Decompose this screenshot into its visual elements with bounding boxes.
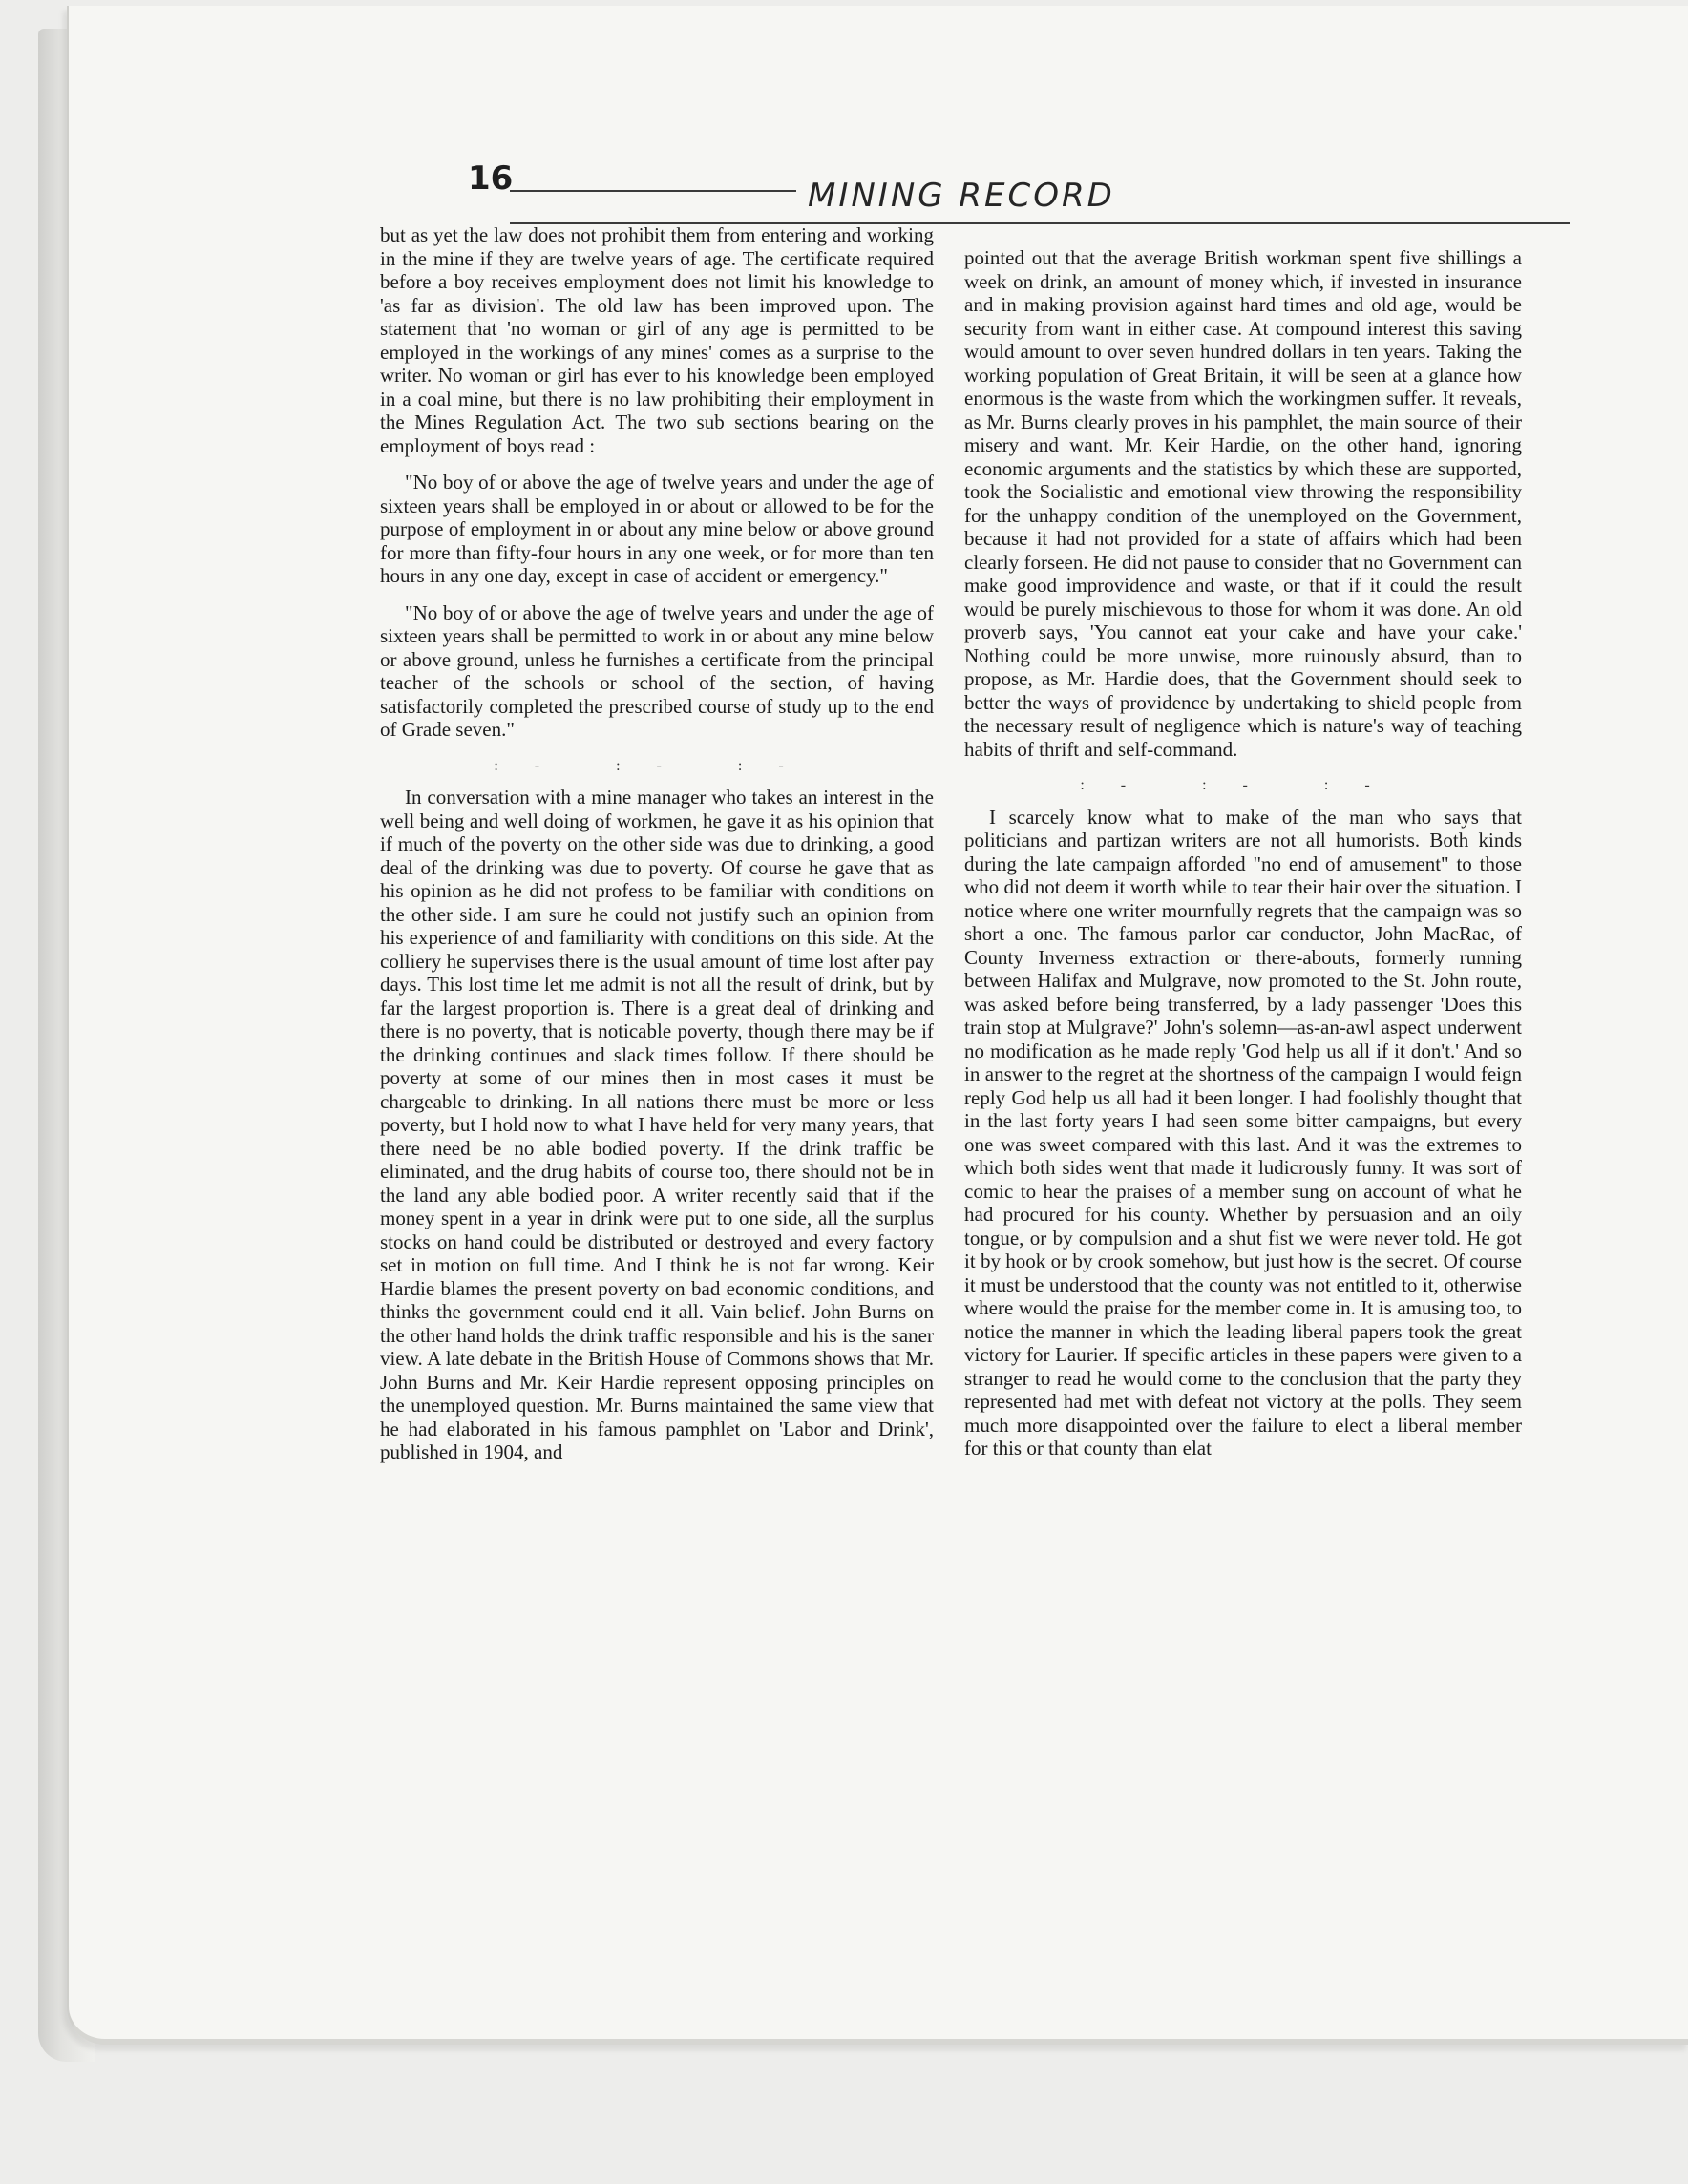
left-column [380, 223, 934, 1464]
right-column [964, 246, 1522, 1460]
running-title: MINING RECORD [808, 177, 1115, 215]
section-separator-left: :- :- :- [494, 757, 820, 774]
paragraph-right-campaign: I scarcely know what to make of the man who says that politicians and partizan writers are not all humorists. Both kinds during the late campaign afforded "no end of amusement" to those who did not deem it worth while to tear their hair over the situation. I notice where one writer mournfully regrets that the campaign was so short a one. The famous parlor car conductor, John MacRae, of County Inverness extraction or there-abouts, formerly running between Halifax and Mulgrave, now promoted to the St. John route, was asked before being transferred, by a lady passenger 'Does this train stop at Mulgrave?' John's solemn—as-an-awl aspect underwent no modification as he made reply 'God help us all if it don't.' And so in answer to the regret at the shortness of the campaign I would feign reply God help us all had it been longer. I had foolishly thought that in the last forty years I had seen some bitter campaigns, but every one was sweet compared with this last. And it was the extremes to which both sides went that made it ludicrously funny. It was sort of comic to hear the praises of a member sung on account of what he had procured for his county. Whether by persuasion and an oily tongue, or by compulsion and a shut fist we were never told. He got it by hook or by crook somehow, but just how is the secret. Of course it must be understood that the county was not entitled to it, otherwise where would the praise for the member come in. It is amusing too, to notice the manner in which the leading liberal papers took the great victory for Laurier. If specific articles in these papers were given to a stranger to read he would come to the conclusion that the party they represented had met with defeat not victory at the polls. They seem much more disappointed over the failure to elect a liberal member for this or that county than elat [964, 805, 1522, 1460]
page-header [407, 158, 1562, 226]
section-separator-right: :- :- :- [1080, 777, 1406, 793]
header-rule [510, 190, 796, 192]
paragraph-left-drink: In conversation with a mine manager who takes an interest in the well being and well doing of workmen, he gave it as his opinion that if much of the poverty on the other side was due to drinking, a good deal of the drinking was due to poverty. Of course he gave that as his opinion as he did not profess to be familiar with conditions on the other side. I am sure he could not justify such an opinion from his experience of and familiarity with conditions on this side. At the colliery he supervises there is the usual amount of time lost after pay days. This lost time let me admit is not all the result of drink, but by far the largest proportion is. There is a great deal of drinking and there is no poverty, that is noticable poverty, though there may be if the drinking continues and slack times follow. If there should be poverty at some of our mines then in most cases it must be chargeable to drinking. In all nations there must be more or less poverty, but I hold now to what I have held for very many years, that there need be no able bodied poverty. If the drink traffic be eliminated, and the drug habits of course too, there should not be in the land any able bodied poor. A writer recently said that if the money spent in a year in drink were put to one side, all the surplus stocks on hand could be distributed or destroyed and every factory set in motion on full time. And I think he is not far wrong. Keir Hardie blames the present poverty on bad economic conditions, and thinks the government could end it all. Vain belief. John Burns on the other hand holds the drink traffic responsible and his is the saner view. A late debate in the British House of Commons shows that Mr. John Burns and Mr. Keir Hardie represent opposing principles on the unemployed question. Mr. Burns maintained the same view that he had elaborated in his famous pamphlet on 'Labor and Drink', published in 1904, and [380, 786, 934, 1463]
quote-boys-hours: "No boy of or above the age of twelve years and under the age of sixteen years shall be employed in or about or allowed to be for the purpose of employment in or about any mine below or above ground for more than fifty-four hours in any one week, or for more than ten hours in any one day, except in case of accident or emergency." [380, 471, 934, 587]
page-number: 16 [468, 159, 514, 198]
quote-boys-certificate: "No boy of or above the age of twelve years and under the age of sixteen years shall be permitted to work in or about any mine below or above ground, unless he furnishes a certificate from the principal teacher of the schools or school of the section, of having satisfactorily completed the prescribed course of study up to the end of Grade seven." [380, 600, 934, 741]
paragraph-right-1: pointed out that the average British workman spent five shillings a week on drink, an amount of money which, if invested in insurance and in making provision against hard times and old age, would be security from want in either case. At compound interest this saving would amount to over seven hundred dollars in ten years. Taking the working population of Great Britain, it will be seen at a glance how enormous is the waste from which the workingmen suffer. It reveals, as Mr. Burns clearly proves in his pamphlet, the main source of their misery and want. Mr. Keir Hardie, on the other hand, ignoring economic arguments and the statistics by which these are supported, took the Socialistic and emotional view throwing the responsibility for the unhappy condition of the unemployed on the Government, because it had not provided for a state of affairs which had been clearly forseen. He did not pause to consider that no Government can make good improvidence and waste, or that if it could the result would be purely mischievous to those for whom it was done. An old proverb says, 'You cannot eat your cake and have your cake.' Nothing could be more unwise, more ruinously absurd, than to propose, as Mr. Hardie does, that the Government should seek to better the ways of providence by undertaking to shield people from the necessary result of negligence which is nature's way of teaching habits of thrift and self-command. [964, 246, 1522, 761]
paragraph-left-1: but as yet the law does not prohibit them from entering and working in the mine if they are twelve years of age. The certificate required before a boy receives employment does not limit his knowledge to 'as far as division'. The old law has been improved upon. The statement that 'no woman or girl of any age is permitted to be employed in the workings of any mines' comes as a surprise to the writer. No woman or girl has ever to his knowledge been employed in a coal mine, but there is no law prohibiting their employment in the Mines Regulation Act. The two sub sections bearing on the employment of boys read : [380, 223, 934, 457]
